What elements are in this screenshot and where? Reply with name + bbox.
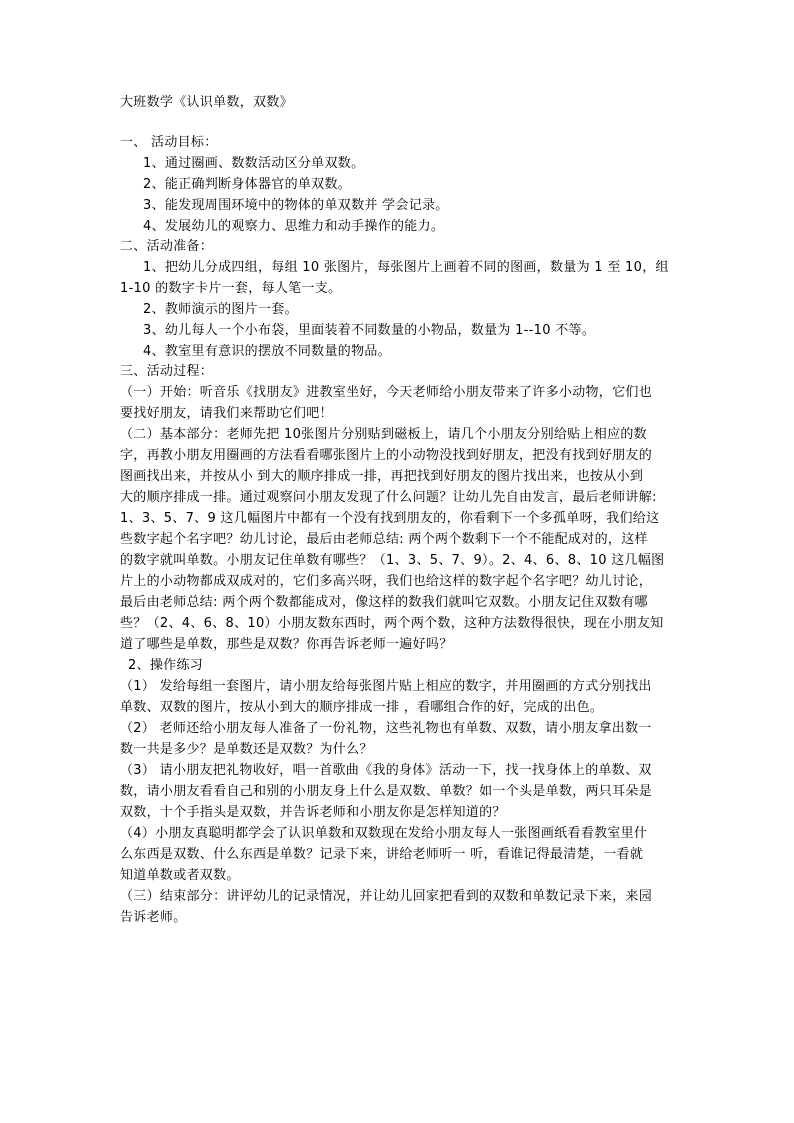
text-line: （4）小朋友真聪明都学会了认识单数和双数现在发给小朋友每人一张图画纸看看教室里什 <box>120 826 648 841</box>
prep-item: 2、教师演示的图片一套。 <box>143 302 298 317</box>
text-line: （二）基本部分：老师先把 10张图片分别贴到磁板上，请几个小朋友分别给贴上相应的数 <box>120 427 647 442</box>
text-line: 片上的小动物都成双成对的，它们多高兴呀，我们也给这样的数字起个名字吧？幼儿讨论， <box>120 574 653 589</box>
prep-heading: 二、活动准备： <box>120 239 214 254</box>
text-line: 字，再教小朋友用圈画的方法看看哪张图片上的小动物没找到好朋友，把没有找到好朋友的 <box>120 448 653 463</box>
prep-item: 1、把幼儿分成四组，每组 10 张图片，每张图片上画着不同的图画，数量为 1 至 10，组 <box>143 260 669 275</box>
text-line: 要找好朋友，请我们来帮助它们吧！ <box>120 406 333 421</box>
text-line: 的数字就叫单数。小朋友记住单数有哪些？（1、3、5、7、9）。2、4、6、8、10 这几幅图 <box>120 553 665 568</box>
text-line: （2） 老师还给小朋友每人准备了一份礼物，这些礼物也有单数、双数，请小朋友拿出数一 <box>120 721 652 736</box>
practice-item-3 <box>120 760 678 823</box>
goals-heading: 一、 活动目标： <box>120 135 218 150</box>
text-line: 告诉老师。 <box>120 910 187 925</box>
text-line: 图画找出来，并按从小 到大的顺序排成一排，再把找到好朋友的图片找出来，也按从小到 <box>120 469 644 484</box>
start-paragraph <box>120 382 678 424</box>
text-line: 些？（2、4、6、8、10）小朋友数东西时，两个两个数，这种方法数得很快，现在小朋友知 <box>120 616 664 631</box>
text-line: 1、3、5、7、9 这几幅图片中都有一个没有找到朋友的，你看剩下一个多孤单呀，我们给这 <box>120 511 660 526</box>
practice-item-4 <box>120 823 678 886</box>
text-line: （1） 发给每组一套图片，请小朋友给每张图片贴上相应的数字，并用圈画的方式分别找出 <box>120 679 652 694</box>
text-line: 道了哪些是单数，那些是双数？你再告诉老师一遍好吗？ <box>120 637 453 652</box>
text-line: 单数、双数的图片，按从小到大的顺序排成一排 ，看哪组合作的好，完成的出色。 <box>120 700 604 715</box>
goal-item: 3、能发现周围环境中的物体的单双数并 学会记录。 <box>143 198 449 213</box>
text-line: 知道单数或者双数。 <box>120 868 240 883</box>
text-line: （一）开始：听音乐《找朋友》进教室坐好，今天老师给小朋友带来了许多小动物，它们也 <box>120 385 653 400</box>
document-page <box>120 93 678 928</box>
text-line: （3） 请小朋友把礼物收好，唱一首歌曲《我的身体》活动一下，找一找身体上的单数、双 <box>120 763 652 778</box>
prep-item: 3、幼儿每人一个小布袋，里面装着不同数量的小物品，数量为 1--10 不等。 <box>143 323 596 338</box>
text-line: （三）结束部分：讲评幼儿的记录情况，并让幼儿回家把看到的双数和单数记录下来，来园 <box>120 889 653 904</box>
practice-item-1 <box>120 676 678 718</box>
end-paragraph <box>120 886 678 928</box>
practice-heading: 2、操作练习 <box>128 658 204 673</box>
text-line: 双数，十个手指头是双数，并告诉老师和小朋友你是怎样知道的？ <box>120 805 506 820</box>
text-line: 最后由老师总结: 两个两个数都能成对，像这样的数我们就叫它双数。小朋友记住双数有哪 <box>120 595 648 610</box>
basic-paragraph <box>120 424 678 655</box>
text-line: 数一共是多少？是单数还是双数？为什么？ <box>120 742 373 757</box>
practice-item-2 <box>120 718 678 760</box>
doc-title: 大班数学《认识单数，双数》 <box>120 95 293 110</box>
text-line: 些数字起个名字吧？幼儿讨论，最后由老师总结: 两个两个数剩下一个不能配成对的，这样 <box>120 532 648 547</box>
goal-item: 4、发展幼儿的观察力、思维力和动手操作的能力。 <box>143 219 445 234</box>
prep-item-cont: 1-10 的数字卡片一套，每人笔一支。 <box>120 281 342 296</box>
text-line: 么东西是双数、什么东西是单数？记录下来，讲给老师听一 听，看谁记得最清楚，一看就 <box>120 847 644 862</box>
text-line: 数，请小朋友看看自己和别的小朋友身上什么是双数、单数？如一个头是单数，两只耳朵是 <box>120 784 653 799</box>
prep-item: 4、教室里有意识的摆放不同数量的物品。 <box>143 344 391 359</box>
goal-item: 1、通过圈画、数数活动区分单双数。 <box>143 156 365 171</box>
text-line: 大的顺序排成一排。通过观察问小朋友发现了什么问题？让幼儿先自由发言，最后老师讲解: <box>120 490 657 505</box>
process-heading: 三、活动过程： <box>120 364 214 379</box>
goal-item: 2、能正确判断身体器官的单双数。 <box>143 177 352 192</box>
